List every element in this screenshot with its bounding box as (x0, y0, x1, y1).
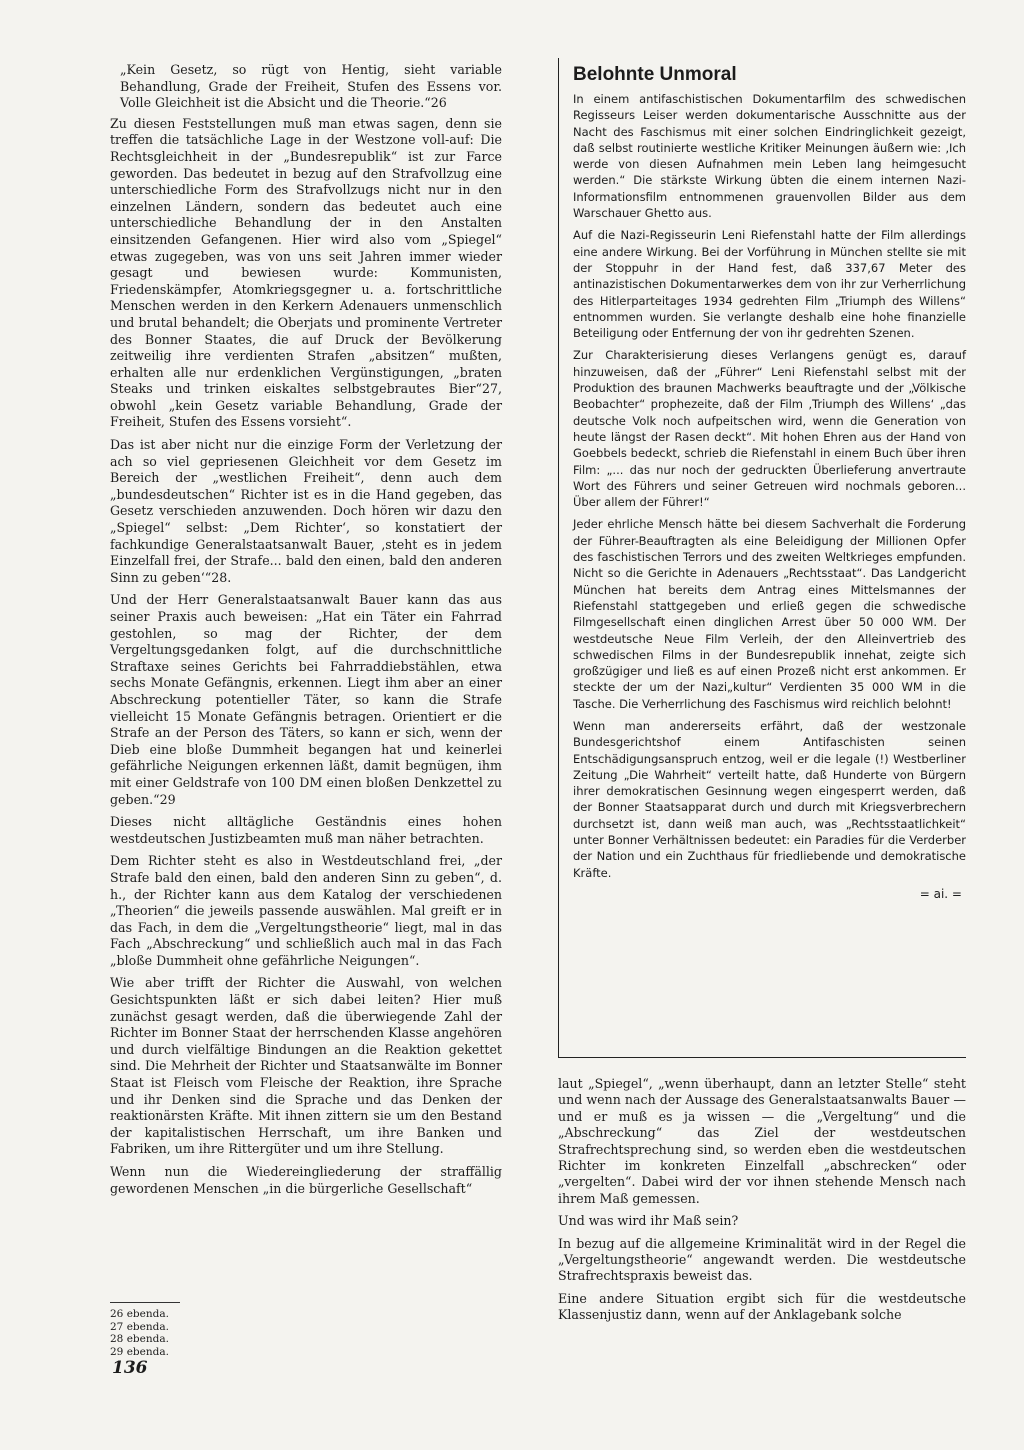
left-column (110, 62, 502, 1203)
box-paragraph: In einem antifaschistischen Dokumentarfilm des schwedischen Regisseurs Leiser werden dokumentarische Ausschnitte aus der Nacht des Faschismus mit einer solchen Eindringlichkeit gezeigt, daß selbst routinierte westliche Kritiker Meinungen äußern wie: ‚Ich werde von diesen Aufnahmen mein Leben lang heimgesucht werden.“ Die stärkste Wirkung übten die einem internen Nazi-Informationsfilm entnommenen grauenvollen Bilder aus dem Warschauer Ghetto aus. (573, 92, 966, 221)
box-paragraph: Zur Charakterisierung dieses Verlangens genügt es, darauf hinzuweisen, daß der „Führer“ Leni Riefenstahl selbst mit der Produktion des braunen Machwerks beauftragte und der „Völkische Beobachter“ prophezeite, daß der Film ‚Triumph des Willens‘ „das deutsche Volk noch aufpeitschen wird, wenn die Generation von heute längst der Rasen deckt“. Mit hohen Ehren aus der Hand von Goebbels bedeckt, schrieb die Riefenstahl in einem Buch über ihren Film: „... das nur noch der gedruckten Überlieferung anvertraute Wort des Führers und seiner Getreuen wird nochmals geboren... Über allem der Führer!“ (573, 348, 966, 510)
box-title: Belohnte Unmoral (573, 64, 737, 85)
paragraph: „Kein Gesetz, so rügt von Hentig, sieht variable Behandlung, Grade der Freiheit, Stufen des Essens vor. Volle Gleichheit ist die Absicht und die Theorie.“26 (120, 62, 502, 111)
footnote: 26 ebenda. (110, 1308, 169, 1320)
paragraph: Dem Richter steht es also in Westdeutschland frei, „der Strafe bald den einen, bald den anderen Sinn zu geben“, d. h., der Richter kann aus dem Katalog der verschiedenen „Theorien“ die jeweils passende auswählen. Mal greift er in das Fach, in dem die „Vergeltungstheorie“ liegt, mal in das Fach „Abschreckung“ und schließlich auch mal in das Fach „bloße Dummheit ohne gefährliche Neigungen“. (110, 853, 502, 968)
paragraph: Eine andere Situation ergibt sich für die westdeutsche Klassenjustiz dann, wenn auf der Anklagebank solche (558, 1290, 966, 1323)
sidebar-box (558, 58, 966, 1058)
box-signature: = ai. = (919, 886, 962, 901)
paragraph: Das ist aber nicht nur die einzige Form der Verletzung der ach so viel gepriesenen Gleichheit vor dem Gesetz im Bereich der „westlichen Freiheit“, denn auch dem „bundesdeutschen“ Richter ist es in die Hand gegeben, das Gesetz verschieden anzuwenden. Doch hören wir dazu den „Spiegel“ selbst: „Dem Richter‘, so konstatiert der fachkundige Generalstaatsanwalt Bauer, ‚steht es in jedem Einzelfall frei, der Strafe... bald den einen, bald den anderen Sinn zu geben‘“28. (110, 437, 502, 585)
footnotes (110, 1302, 310, 1359)
right-column (558, 1076, 966, 1330)
paragraph: Und der Herr Generalstaatsanwalt Bauer kann das aus seiner Praxis auch beweisen: „Hat ein Täter ein Fahrrad gestohlen, so mag der Richter, der dem Vergeltungsgedanken folgt, auf die durchschnittliche Straftaxe seines Gerichts bei Fahrraddiebstählen, etwa sechs Monate Gefängnis, erkennen. Liegt ihm aber an einer Abschreckung potentieller Täter, so kann die Strafe vielleicht 15 Monate Gefängnis betragen. Orientiert er die Strafe an der Person des Täters, so kann er sich, wenn der Dieb eine bloße Dummheit begangen hat und keinerlei gefährliche Neigungen erkennen läßt, damit begnügen, ihm mit einer Geldstrafe von 100 DM einen bloßen Denkzettel zu geben.“29 (110, 592, 502, 807)
paragraph: Wenn nun die Wiedereingliederung der straffällig gewordenen Menschen „in die bürgerliche Gesellschaft“ (110, 1164, 502, 1196)
page-number: 136 (112, 1358, 148, 1378)
box-paragraph: Auf die Nazi-Regisseurin Leni Riefenstahl hatte der Film allerdings eine andere Wirkung. Bei der Vorführung in München stellte sie mit der Stoppuhr in der Hand fest, daß 337,67 Meter des antinazistischen Dokumentarwerkes dem von ihr zur Verherrlichung des Hitlerparteitages 1934 gedrehten Film „Triumph des Willens“ entnommen wurden. Sie verlangte deshalb eine hohe finanzielle Beteiligung oder Entfernung der von ihr gedrehten Szenen. (573, 228, 966, 341)
footnote: 29 ebenda. (110, 1346, 169, 1359)
paragraph: In bezug auf die allgemeine Kriminalität wird in der Regel die „Vergeltungstheorie“ angewandt werden. Die westdeutsche Strafrechtspraxis beweist das. (558, 1235, 966, 1284)
box-paragraph: Jeder ehrliche Mensch hätte bei diesem Sachverhalt die Forderung der Führer-Beauftragten als eine Beleidigung der Millionen Opfer des faschistischen Terrors und des zweiten Weltkrieges empfunden. Nicht so die Gerichte in Adenauers „Rechtsstaat“. Das Landgericht München hat bereits dem Antrag eines Mittelsmannes der Riefenstahl stattgegeben und erließ gegen die schwedische Filmgesellschaft einen dinglichen Arrest über 50 000 WM. Der westdeutsche Neue Film Verleih, der den Alleinvertrieb des schwedischen Films in der Bundesrepublik innehat, zeigte sich großzügiger und ließ es auf einen Prozeß nicht erst ankommen. Er steckte der um der Nazi„kultur“ Verdienten 35 000 WM in die Tasche. Die Verherrlichung des Faschismus wird reichlich belohnt! (573, 517, 966, 711)
box-paragraph: Wenn man andererseits erfährt, daß der westzonale Bundesgerichtshof einem Antifaschisten seinen Entschädigungsanspruch entzog, weil er die legale (!) Westberliner Zeitung „Die Wahrheit“ verteilt hatte, daß Hunderte von Bürgern ihrer demokratischen Gesinnung wegen eingesperrt werden, daß der Bonner Staatsapparat durch und durch mit Kriegsverbrechern durchsetzt ist, dann weiß man auch, was „Rechtsstaatlichkeit“ unter Bonner Verhältnissen bedeutet: ein Paradies für die Verderber der Nation und ein Zuchthaus für friedliebende und demokratische Kräfte. (573, 718, 966, 880)
footnote: 27 ebenda. (110, 1320, 169, 1333)
paragraph: Und was wird ihr Maß sein? (558, 1213, 739, 1229)
paragraph: Dieses nicht alltägliche Geständnis eines hohen westdeutschen Justizbeamten muß man näher betrachten. (110, 814, 502, 846)
footnote: 28 ebenda. (110, 1333, 169, 1346)
paragraph: Zu diesen Feststellungen muß man etwas sagen, denn sie treffen die tatsächliche Lage in der Westzone voll-auf: Die Rechtsgleichheit in der „Bundesrepublik“ ist zur Farce geworden. Das bedeutet in bezug auf den Strafvollzug eine unterschiedliche Form des Strafvollzugs nicht nur in den einzelnen Ländern, sondern das bedeutet auch eine unterschiedliche Behandlung der in den Anstalten einsitzenden Gefangenen. Hier wird also vom „Spiegel“ etwas zugegeben, was von uns seit Jahren immer wieder gesagt und bewiesen wurde: Kommunisten, Friedenskämpfer, Atomkriegsgegner u. a. fortschrittliche Menschen werden in den Kerkern Adenauers unmenschlich und brutal behandelt; die Oberjats und prominente Vertreter des Bonner Staates, die auf Druck der Bevölkerung zeitweilig ihre verdienten Strafen „absitzen“ mußten, erhalten alle nur erdenklichen Vergünstigungen, „braten Steaks und trinken eiskaltes selbstgebrautes Bier“27, obwohl „kein Gesetz variable Behandlung, Grade der Freiheit, Stufen des Essens vorsieht“. (110, 115, 502, 430)
paragraph: laut „Spiegel“, „wenn überhaupt, dann an letzter Stelle“ steht und wenn nach der Aussage des Generalstaatsanwalts Bauer — und er muß es ja wissen — die „Vergeltung“ und die „Abschreckung“ das Ziel der westdeutschen Strafrechtsprechung sind, so werden eben die westdeutschen Richter im konkreten Einzelfall „abschrecken“ oder „vergelten“. Dabei wird der vor ihnen stehende Mensch nach ihrem Maß gemessen. (558, 1076, 966, 1206)
box-body (573, 91, 966, 881)
footnote-divider (110, 1302, 180, 1303)
paragraph: Wie aber trifft der Richter die Auswahl, von welchen Gesichtspunkten läßt er sich dabei leiten? Hier muß zunächst gesagt werden, daß die überwiegende Zahl der Richter im Bonner Staat der herrschenden Klasse angehören und durch vielfältige Bindungen an die Reaktion gekettet sind. Die Mehrheit der Richter und Staatsanwälte im Bonner Staat ist Fleisch vom Fleische der Reaktion, ihre Sprache und ihr Denken sind die Sprache und das Denken der reaktionärsten Kräfte. Mit ihnen zittern sie um den Bestand der kapitalistischen Herrschaft, um ihre Banken und Fabriken, um ihre Rittergüter und um ihre Stellung. (110, 975, 502, 1157)
